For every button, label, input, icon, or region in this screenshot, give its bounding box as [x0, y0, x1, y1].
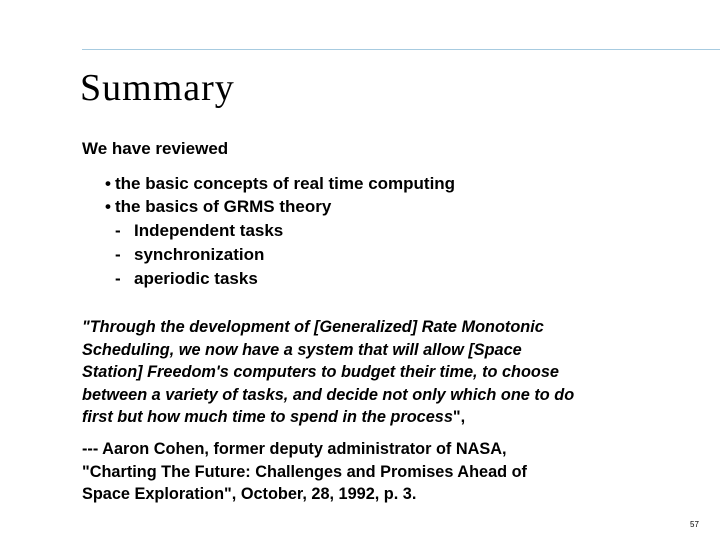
quote-line-text: first but how much time to spend in the process — [82, 408, 453, 426]
quote-attribution — [82, 438, 642, 506]
attribution-line: --- Aaron Cohen, former deputy administrator of NASA, — [82, 440, 507, 458]
title-divider-rule — [82, 49, 720, 50]
bullet-item — [105, 174, 456, 194]
quote-line: Station] Freedom's computers to budget their time, to choose — [82, 363, 559, 381]
quote-line — [82, 406, 642, 429]
dash-icon: - — [115, 269, 121, 288]
bullet-text: the basic concepts of real time computing — [115, 174, 456, 193]
bullet-dot-icon: • — [105, 174, 111, 193]
attribution-line: Space Exploration", October, 28, 1992, p. 3. — [82, 485, 417, 503]
quote-closing-mark: ", — [452, 408, 466, 426]
sub-item-text: aperiodic tasks — [134, 269, 258, 288]
quote-line: "Through the development of [Generalized] Rate Monotonic — [82, 318, 544, 336]
bullet-dot-icon: • — [105, 197, 111, 216]
bullet-text: the basics of GRMS theory — [115, 197, 332, 216]
attribution-line: "Charting The Future: Challenges and Promises Ahead of — [82, 462, 527, 481]
sub-list-item — [115, 221, 283, 241]
nasa-quote — [82, 316, 642, 429]
sub-list-item — [115, 269, 258, 289]
quote-line: Scheduling, we now have a system that will allow [Space — [82, 340, 522, 359]
sub-item-text: Independent tasks — [134, 221, 284, 240]
slide-title: Summary — [80, 67, 235, 109]
sub-item-text: synchronization — [134, 245, 265, 264]
dash-icon: - — [115, 221, 121, 240]
quote-line: between a variety of tasks, and decide not only which one to do — [82, 385, 575, 404]
page-number: 57 — [690, 520, 699, 529]
sub-list-item — [115, 245, 264, 265]
dash-icon: - — [115, 245, 121, 264]
intro-text: We have reviewed — [82, 139, 229, 158]
bullet-item — [105, 197, 332, 217]
